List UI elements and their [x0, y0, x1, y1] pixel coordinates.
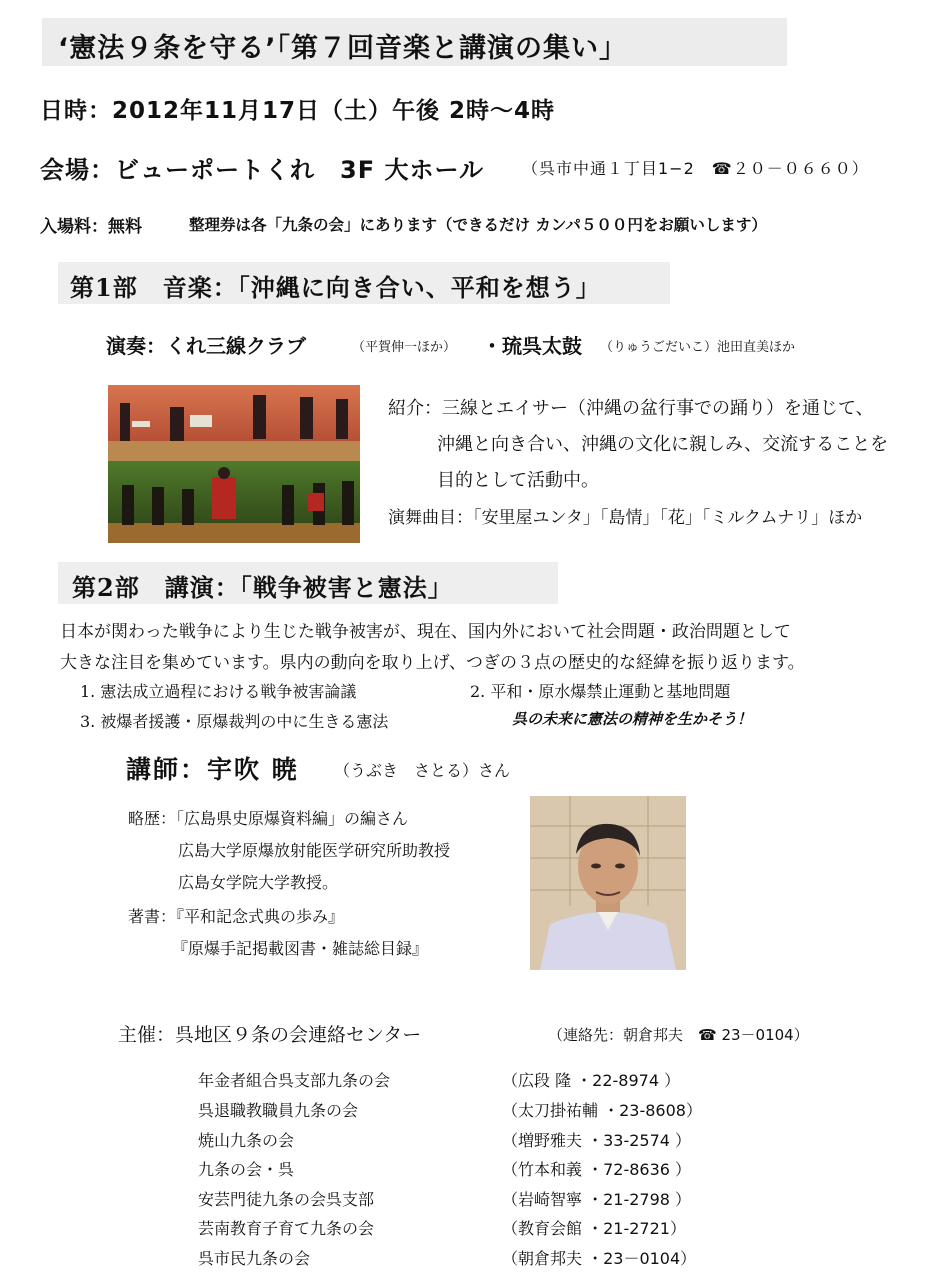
group-contact: （朝倉邦夫 ・23－0104）: [502, 1249, 697, 1268]
performers-taiko: ・琉呉太鼓: [482, 334, 582, 358]
group-name: 焼山九条の会: [198, 1131, 295, 1150]
group-name: 呉退職教職員九条の会: [198, 1101, 359, 1120]
point-2: 2. 平和・原水爆禁止運動と基地問題: [470, 682, 731, 701]
group-contact: （太刀掛祐輔 ・23-8608）: [502, 1101, 702, 1120]
group-name: 芸南教育子育て九条の会: [198, 1219, 375, 1238]
bio-line-1: 略歴：「広島県史原爆資料編」の編さん: [128, 809, 409, 828]
group-contact: （広段 隆 ・22-8974 ）: [502, 1071, 681, 1090]
page-title: ‘憲法９条を守る’「第７回音楽と講演の集い」: [58, 33, 628, 64]
group-contact: （竹本和義 ・72-8636 ）: [502, 1160, 692, 1179]
bio-line-2: 広島大学原爆放射能医学研究所助教授: [178, 841, 451, 860]
lecturer-photo-image: [530, 796, 686, 970]
intro-line-3: 目的として活動中。: [437, 470, 599, 491]
part2-paragraph-line-2: 大きな注目を集めています。県内の動向を取り上げ、つぎの３点の歴史的な経緯を振り返ります。: [60, 653, 805, 673]
fee-note: 整理券は各「九条の会」にあります（できるだけ カンパ５００円をお願いします）: [189, 216, 767, 234]
organizer-label: 主催：呉地区９条の会連絡センター: [118, 1024, 422, 1046]
lecturer-photo: [530, 796, 686, 970]
performers-main: 演奏：くれ三線クラブ: [106, 334, 306, 358]
group-name: 九条の会・呉: [198, 1160, 295, 1179]
group-contact: （教育会館 ・21-2721）: [502, 1219, 686, 1238]
intro-line-2: 沖縄と向き合い、沖縄の文化に親しみ、交流することを: [437, 434, 889, 455]
group-contact: （岩崎智寧 ・21-2798 ）: [502, 1190, 692, 1209]
bio-line-4: 著書：『平和記念式典の歩み』: [128, 907, 345, 926]
performers-note-1: （平賀伸一ほか）: [352, 340, 457, 355]
venue-address: （呉市中通１丁目1−2 ☎２０－０６６０）: [522, 159, 869, 178]
event-venue: 会場：ビューポートくれ 3F 大ホール: [40, 156, 484, 184]
event-datetime: 日時：2012年11月17日（土）午後 2時～4時: [40, 98, 556, 124]
group-contact: （増野雅夫 ・33-2574 ）: [502, 1131, 692, 1150]
performers-note-2: （りゅうごだいこ）池田直美ほか: [600, 340, 796, 355]
part2-paragraph-line-1: 日本が関わった戦争により生じた戦争被害が、現在、国内外において社会問題・政治問題として: [60, 622, 791, 642]
organizer-contact: （連絡先：朝倉邦夫 ☎ 23－0104）: [548, 1026, 809, 1044]
point-3: 3. 被爆者援護・原爆裁判の中に生きる憲法: [80, 712, 389, 731]
part2-heading: 第2部 講演：「戦争被害と憲法」: [72, 573, 453, 602]
bio-line-5: 『原爆手記掲載図書・雑誌総目録』: [172, 939, 429, 958]
point-1: 1. 憲法成立過程における戦争被害論議: [80, 682, 357, 701]
bio-line-3: 広島女学院大学教授。: [178, 873, 339, 892]
performance-photo-image: [108, 385, 360, 543]
performance-photo: [108, 385, 360, 543]
slogan: 呉の未来に憲法の精神を生かそう！: [512, 710, 753, 728]
intro-line-1: 紹介：三線とエイサー（沖縄の盆行事での踊り）を通じて、: [388, 398, 874, 419]
fee-label: 入場料：無料: [40, 217, 142, 237]
group-name: 呉市民九条の会: [198, 1249, 311, 1268]
intro-line-4: 演舞曲目：「安里屋ユンタ」「島情」「花」「ミルクムナリ」ほか: [388, 508, 863, 528]
part1-heading: 第1部 音楽：「沖縄に向き合い、平和を想う」: [70, 273, 601, 302]
lecturer-name: 講師：宇吹 暁: [126, 755, 299, 784]
lecturer-reading: （うぶき さとる）さん: [334, 761, 511, 780]
group-name: 年金者組合呉支部九条の会: [198, 1071, 391, 1090]
group-name: 安芸門徒九条の会呉支部: [198, 1190, 375, 1209]
